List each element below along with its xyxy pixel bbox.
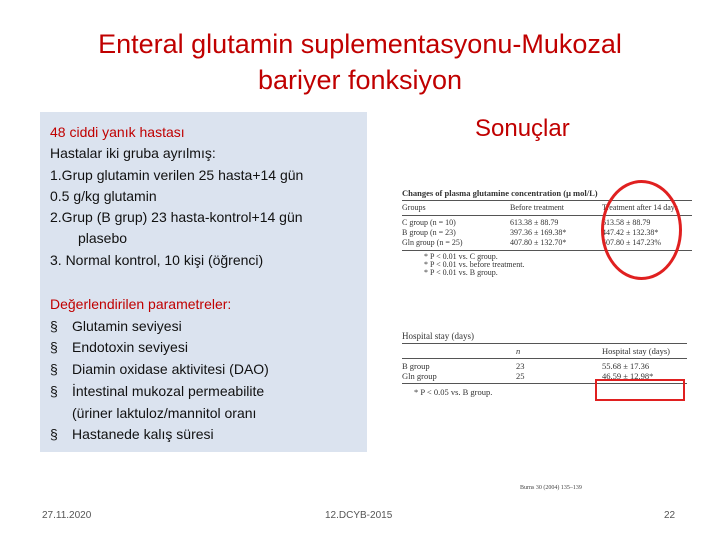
param-item: § Glutamin seviyesi — [50, 316, 269, 338]
table-row: C group (n = 10) 613.38 ± 88.79 613.58 ± 88.79 — [402, 218, 651, 227]
table-row: Gln group (n = 25) 407.80 ± 132.70* 607.80 ± 147.23% — [402, 238, 662, 247]
title-line-2: bariyer fonksiyon — [257, 65, 463, 95]
table-title: Hospital stay (days) — [402, 331, 474, 341]
table-row: Gln group 25 46.59 ± 12.98* — [402, 371, 654, 381]
table-row: B group 23 55.68 ± 17.36 — [402, 361, 650, 371]
footer-event: 12.DCYB-2015 — [325, 510, 393, 521]
footer-date: 27.11.2020 — [42, 510, 92, 521]
highlight-circle — [601, 180, 682, 280]
parameters-heading: Değerlendirilen parametreler: — [50, 296, 232, 312]
table-note: * P < 0.01 vs. before treatment. — [424, 260, 525, 269]
bullet-icon: § — [50, 382, 58, 399]
page-number: 22 — [664, 510, 676, 521]
bullet-icon: § — [50, 339, 58, 356]
parameters-list — [50, 294, 269, 446]
table-title: Changes of plasma glutamine concentration (μ mol/L) — [402, 188, 598, 198]
citation: Burns 30 (2004) 135–139 — [520, 485, 582, 491]
text-line: 3. Normal kontrol, 10 kişi (öğrenci) — [50, 251, 264, 268]
text-line: plasebo — [78, 230, 128, 247]
slide-title — [20, 26, 700, 98]
param-item: § Endotoxin seviyesi — [50, 337, 269, 359]
table-header-row: Groups Before treatment Treatment after 14 days — [402, 203, 678, 212]
param-item: § İntestinal mukozal permeabilite — [50, 381, 269, 403]
text-line: Hastalar iki gruba ayrılmış: — [50, 145, 216, 162]
table-header-row: n Hospital stay (days) — [516, 346, 670, 356]
divider — [402, 343, 687, 344]
results-heading: Sonuçlar — [475, 115, 570, 142]
text-line: 0.5 g/kg glutamin — [50, 187, 157, 204]
bullet-icon: § — [50, 317, 58, 334]
table-note: * P < 0.01 vs. B group. — [424, 268, 498, 277]
title-line-1: Enteral glutamin suplementasyonu-Mukozal — [98, 29, 622, 59]
text-line: 2.Grup (B grup) 23 hasta-kontrol+14 gün — [50, 209, 303, 226]
bullet-icon: § — [50, 426, 58, 443]
table-note: * P < 0.05 vs. B group. — [414, 387, 493, 397]
study-text — [50, 122, 303, 271]
text-line: 1.Grup glutamin verilen 25 hasta+14 gün — [50, 166, 304, 183]
table-note: * P < 0.01 vs. C group. — [424, 252, 498, 261]
param-item: § Diamin oxidase aktivitesi (DAO) — [50, 359, 269, 381]
param-item: § Hastanede kalış süresi — [50, 424, 269, 446]
divider — [402, 358, 687, 359]
patient-heading: 48 ciddi yanık hastası — [50, 124, 185, 140]
study-description-box — [40, 112, 367, 452]
table-row: B group (n = 23) 397.36 ± 169.38* 447.42 ± 132.38* — [402, 228, 659, 237]
param-continuation: (üriner laktuloz/mannitol oranı — [72, 404, 257, 421]
bullet-icon: § — [50, 361, 58, 378]
highlight-rectangle — [595, 379, 685, 401]
